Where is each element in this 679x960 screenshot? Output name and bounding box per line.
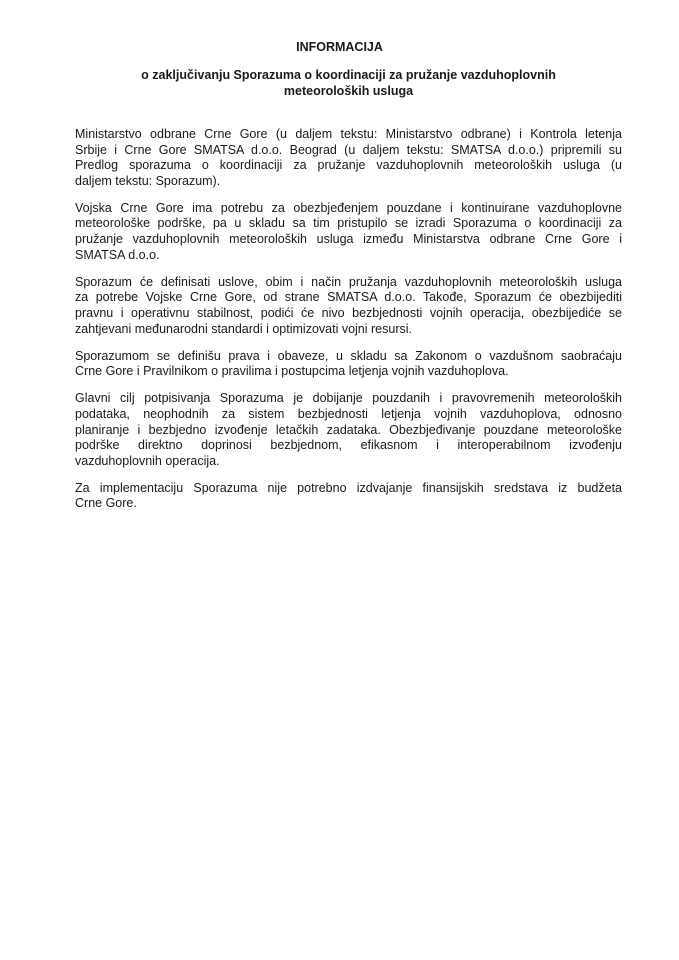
document-title: INFORMACIJA xyxy=(296,40,383,54)
paragraph-line: meteorološke podrške, pa u skladu sa tim pristupilo se izradi Sporazuma o koordinaciji za xyxy=(75,216,622,231)
paragraph-line: vazduhoplovnih operacija. xyxy=(75,453,220,468)
paragraph-line: Vojska Crne Gore ima potrebu za obezbjeđenjem pouzdane i kontinuirane vazduhoplovne xyxy=(75,200,622,215)
paragraph-line: pravnu i operativnu stabilnost, podići će nivo bezbjednosti vojnih operacija, obezbijediće se xyxy=(75,305,622,320)
paragraph-line: Za implementaciju Sporazuma nije potrebno izdvajanje finansijskih sredstava iz budžeta xyxy=(75,480,622,495)
paragraph-line: Crne Gore i Pravilnikom o pravilima i postupcima letjenja vojnih vazduhoplova. xyxy=(75,364,509,379)
subtitle-line: o zaključivanju Sporazuma o koordinaciji za pružanje vazduhoplovnih xyxy=(141,68,556,82)
document-subtitle xyxy=(75,67,622,99)
document-body xyxy=(75,127,622,523)
paragraph-2 xyxy=(75,201,622,263)
paragraph-line: Predlog sporazuma o koordinaciji za pružanje vazduhoplovnih meteoroloških usluga (u xyxy=(75,158,622,173)
paragraph-line: Glavni cilj potpisivanja Sporazuma je dobijanje pouzdanih i pravovremenih meteoroloških xyxy=(75,391,622,406)
paragraph-4 xyxy=(75,349,622,380)
paragraph-line: SMATSA d.o.o. xyxy=(75,247,160,262)
paragraph-line: planiranje i bezbjedno izvođenje letačkih zadataka. Obezbjeđivanje pouzdane meteorološke xyxy=(75,422,622,437)
paragraph-line: Ministarstvo odbrane Crne Gore (u daljem tekstu: Ministarstvo odbrane) i Kontrola letenja xyxy=(75,127,622,141)
paragraph-5 xyxy=(75,391,622,469)
paragraph-line: Srbije i Crne Gore SMATSA d.o.o. Beograd (u daljem tekstu: SMATSA d.o.o.) pripremili su xyxy=(75,142,622,157)
paragraph-line: podataka, neophodnih za sistem bezbjednosti letjenja vojnih vazduhoplova, odnosno xyxy=(75,406,622,421)
subtitle-line: meteoroloških usluga xyxy=(283,84,414,98)
paragraph-6 xyxy=(75,481,622,512)
paragraph-line: zahtjevani međunarodni standardi i optimizovati vojni resursi. xyxy=(75,321,412,336)
paragraph-line: pružanje vazduhoplovnih meteoroloških usluga između Ministarstva odbrane Crne Gore i xyxy=(75,232,622,247)
paragraph-line: podrške direktno doprinosi bezbjednom, efikasnom i interoperabilnom izvođenju xyxy=(75,438,622,453)
paragraph-line: Sporazumom se definišu prava i obaveze, u skladu sa Zakonom o vazdušnom saobraćaju xyxy=(75,348,622,363)
paragraph-line: Sporazum će definisati uslove, obim i način pružanja vazduhoplovnih meteoroloških usluga xyxy=(75,274,622,289)
paragraph-3 xyxy=(75,275,622,337)
paragraph-line: Crne Gore. xyxy=(75,496,137,511)
paragraph-line: daljem tekstu: Sporazum). xyxy=(75,173,221,188)
paragraph-line: za potrebe Vojske Crne Gore, od strane SMATSA d.o.o. Takođe, Sporazum će obezbijediti xyxy=(75,290,622,305)
paragraph-1 xyxy=(75,127,622,189)
